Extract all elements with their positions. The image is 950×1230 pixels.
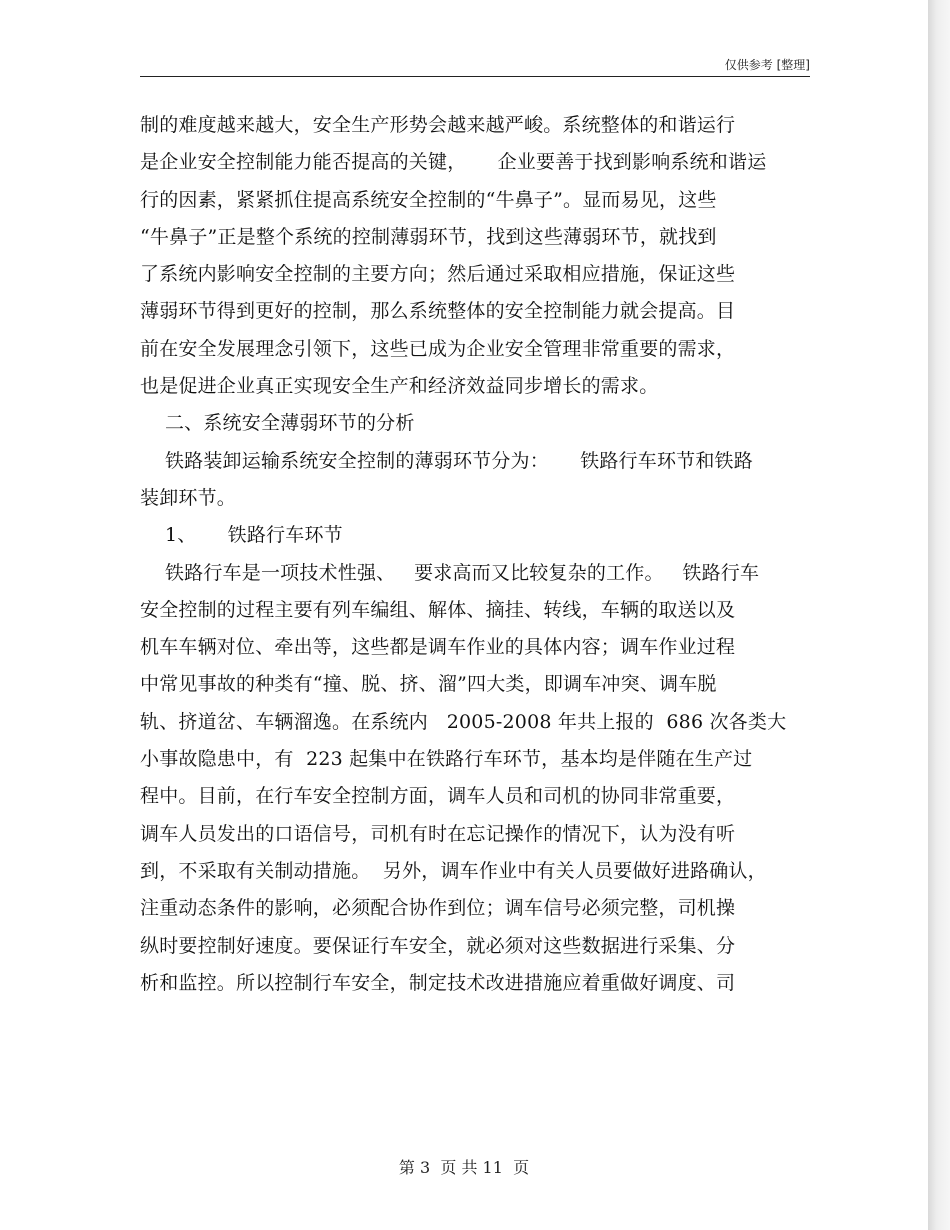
body-line: 铁路行车是一项技术性强、 要求高而又比较复杂的工作。 铁路行车 [140, 561, 760, 584]
body-line: 1、 铁路行车环节 [140, 524, 343, 547]
body-line: 轨、挤道岔、车辆溜逸。在系统内 2005-2008 年共上报的 686 次各类大 [140, 710, 787, 733]
page-footer: 第 3 页 共 11 页 [398, 1158, 530, 1177]
body-line: 小事故隐患中，有 223 起集中在铁路行车环节，基本均是伴随在生产过 [140, 748, 753, 771]
body-line: 铁路装卸运输系统安全控制的薄弱环节分为： 铁路行车环节和铁路 [140, 449, 753, 472]
body-line: 析和监控。所以控制行车安全，制定技术改进措施应着重做好调度、司 [140, 971, 736, 994]
body-line: “牛鼻子”正是整个系统的控制薄弱环节，找到这些薄弱环节，就找到 [140, 225, 717, 248]
header-tag: [整理] [776, 58, 810, 72]
body-line: 了系统内影响安全控制的主要方向；然后通过采取相应措施，保证这些 [140, 263, 736, 286]
body-line: 装卸环节。 [140, 486, 237, 509]
body-line: 制的难度越来越大，安全生产形势会越来越严峻。系统整体的和谐运行 [140, 114, 736, 136]
page-edge-shadow [928, 0, 950, 1230]
body-line: 程中。目前，在行车安全控制方面，调车人员和司机的协同非常重要， [140, 785, 736, 808]
body-text [140, 107, 820, 1002]
body-line: 也是促进企业真正实现安全生产和经济效益同步增长的需求。 [140, 375, 659, 398]
body-line: 调车人员发出的口语信号，司机有时在忘记操作的情况下，认为没有听 [140, 822, 736, 845]
body-line: 注重动态条件的影响，必须配合协作到位；调车信号必须完整，司机操 [140, 897, 736, 920]
header-label: 仅供参考 [724, 58, 773, 72]
body-line: 机车车辆对位、牵出等，这些都是调车作业的具体内容；调车作业过程 [140, 636, 736, 659]
body-line: 安全控制的过程主要有列车编组、解体、摘挂、转线，车辆的取送以及 [140, 598, 736, 621]
page-header [140, 56, 810, 76]
body-line: 二、系统安全薄弱环节的分析 [140, 412, 415, 435]
body-line: 行的因素，紧紧抓住提高系统安全控制的“牛鼻子”。显而易见，这些 [140, 188, 717, 211]
body-line: 到，不采取有关制动措施。 另外，调车作业中有关人员要做好进路确认， [140, 859, 767, 882]
body-line: 中常见事故的种类有“撞、脱、挤、溜”四大类，即调车冲突、调车脱 [140, 673, 717, 696]
header-rule [140, 76, 810, 77]
body-line: 薄弱环节得到更好的控制，那么系统整体的安全控制能力就会提高。目 [140, 300, 736, 323]
body-line: 纵时要控制好速度。要保证行车安全，就必须对这些数据进行采集、分 [140, 934, 736, 957]
body-line: 是企业安全控制能力能否提高的关键， 企业要善于找到影响系统和谐运 [140, 151, 767, 174]
body-line: 前在安全发展理念引领下，这些已成为企业安全管理非常重要的需求， [140, 337, 736, 360]
